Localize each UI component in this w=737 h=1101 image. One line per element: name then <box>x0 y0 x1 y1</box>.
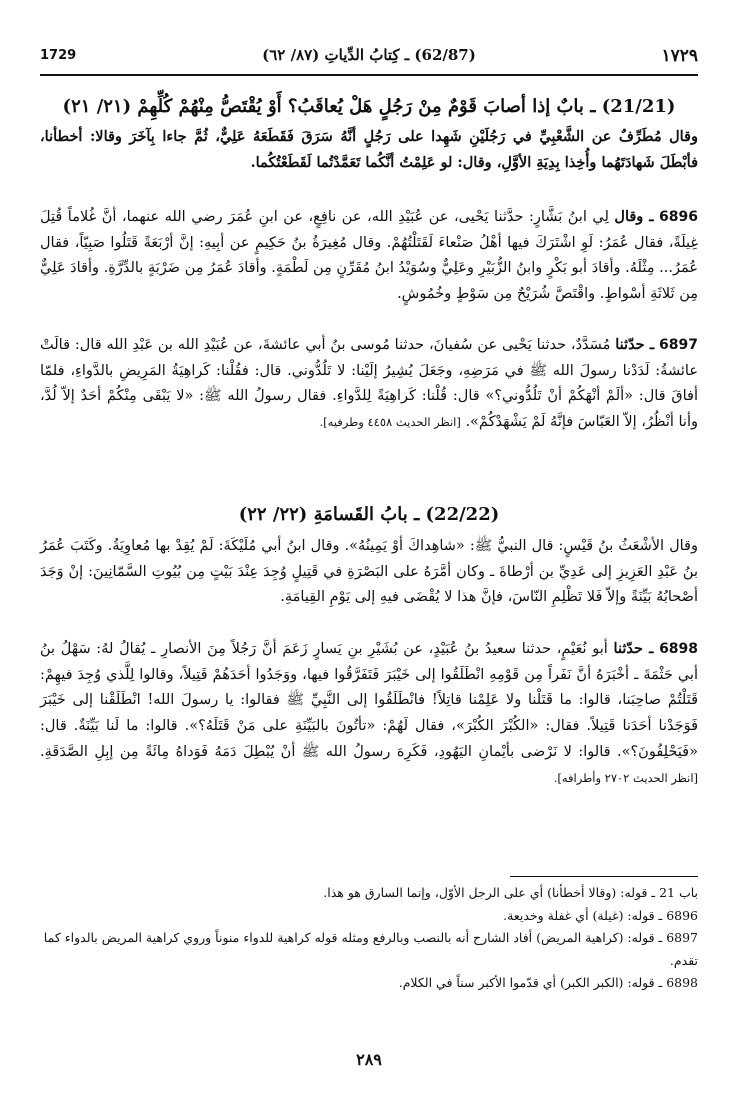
footnotes <box>40 882 698 995</box>
chapter-title-22: (22/22) ـ بابُ القَسامَةِ (٢٢/ ٢٢) <box>238 504 500 525</box>
cross-reference: [انظر الحديث ٢٧٠٢ وأطرافه]. <box>553 770 698 785</box>
running-header <box>40 44 698 76</box>
hadith-6898 <box>40 636 698 791</box>
hadith-text: لِي ابنُ بَشَّارٍ: حدَّثنا يَحْيى، عن عُبَيْدِ الله، عن نافِعٍ، عن ابنِ عُمَرَ رضي الله عنهما، أنَّ غُلاماً قُتِلَ غِيلَةً، فقال عُمَرُ: لَوِ اشْتَرَكَ فيها أهْلُ صَنْعاءَ لَقَتَلْتُهُمْ. وقال مُغِيرَةُ بنُ حَكِيمٍ عن أبِيهِ: إنَّ أرْبَعَةً قَتَلُوا صَبِيّاً، فقال عُمَرُ... مِثْلَهُ. وأقادَ أبو بَكْرٍ وابنُ الزُّبَيْرِ وعَلِيٌّ وسُوَيْدُ ابنُ مُقَرِّنٍ مِن لَطْمَةٍ. وأقادَ عُمَرُ مِن ضَرْبَةٍ بالدِّرَّةِ. وأقادَ عَلِيٌّ مِن ثَلاثَةِ أسْواطٍ. واقْتَصَّ شُرَيْحٌ مِن سَوْطٍ وخُمُوشٍ. <box>40 209 698 303</box>
footnote: 6897 ـ قوله: (كراهية المريض) أفاد الشارح أنه بالنصب وبالرفع ومثله قوله كراهية للدواء منوناً وروي كراهية المريض بالدواء كما تقدم. <box>43 930 698 968</box>
hadith-text: أبو نُعَيْمٍ، حدثنا سعيدُ بنُ عُبَيْدٍ، عن بُشَيْرِ بنِ يَسارٍ زَعَمَ أنَّ رَجُلاً مِنَ الأنصارِ ـ يُقالُ لهُ: سَهْلُ بنُ أبي حَثْمَةَ ـ أخْبَرَهُ أنَّ نَفَراً مِن قَوْمِهِ انْطَلَقُوا إلى خَيْبَرَ فَتَفَرَّقُوا فيها، ووَجَدُوا أحَدَهُمْ قَتِيلاً، وقالوا لِلَّذي وُجِدَ فيهِمْ: قَتَلْتُمْ صاحِبَنا، قالوا: ما قَتَلْنا ولا عَلِمْنا قاتِلاً! فانْطَلَقُوا إلى النَّبِيِّ ﷺ فقالوا: يا رسولَ الله! انْطَلَقْنا إلى خَيْبَرَ فَوَجَدْنا أحَدَنا قَتِيلاً. فقال: «الكُبْرَ الكُبْرَ»، فقال لَهُمْ: «تأتُونَ بالبَيِّنَةِ على مَنْ قَتَلَهُ؟». قالوا: ما لَنا بَيِّنَةٌ. قال: «فَيَحْلِفُونَ؟». قالوا: لا نَرْضى بأيْمانِ اليَهُودِ، فَكَرِهَ رسولُ الله ﷺ أنْ يُبْطِلَ دَمَهُ فَوَداهُ مِائَةً مِن إبِلِ الصَّدَقَةِ. <box>40 641 698 760</box>
document-page <box>40 32 698 1082</box>
chapter-intro-22: وقال الأشْعَثُ بنُ قَيْسٍ: قال النبيُّ ﷺ: «شاهِداكَ أوْ يَمِينُهُ». وقال ابنُ أبي مُلَيْكَةَ: لَمْ يُقِدْ بها مُعاوِيَةُ. وكَتَبَ عُمَرُ بنُ عَبْدِ العَزِيزِ إلى عَدِيِّ بن أرْطاةَ ـ وكان أمَّرَهُ على البَصْرَةِ في قَتِيلٍ وُجِدَ عِنْدَ بَيْتٍ مِن بُيُوتِ السَّمّانِينَ: إنْ وَجَدَ أصْحابُهُ بَيِّنَةً وإلاّ فَلا تَظْلِمِ النّاسَ، فإنَّ هذا لا يُقْضَى فيهِ إلى يَوْمِ القِيامَةِ. <box>40 538 698 606</box>
page-number-latin: 1729 <box>40 48 77 63</box>
hadith-6897 <box>40 332 698 436</box>
footnote: 6898 ـ قوله: (الكبر الكبر) أي قدّموا الأكبر سناً في الكلام. <box>398 975 698 990</box>
hadith-lead: ـ وقال <box>614 208 654 225</box>
cross-reference: [انظر الحديث ٤٤٥٨ وطرفيه]. <box>319 415 461 430</box>
page-number-arabic: ١٧٢٩ <box>661 46 698 66</box>
hadith-lead: ـ حدّثنا <box>613 640 654 657</box>
hadith-text: مُسَدَّدٌ، حدثنا يَحْيى عن سُفيانَ، حدثنا مُوسى بنُ أبي عائشةَ، عن عُبَيْدِ الله بن عَبْدِ الله قال: قالَتْ عائشةُ: لَدَدْنا رسولَ الله ﷺ في مَرَضِهِ، وجَعَلَ يُشِيرُ إلَيْنا: لا تَلُدُّوني. قال: فقُلْنا: كَراهِيَةُ المَرِيضِ بالدَّواءِ، فلمّا أفاقَ قال: «ألَمْ أنْهَكُمْ أنْ تَلُدُّوني؟» قال: قُلْنا: كَراهِيَةً لِلدَّواءِ. فقال رسولُ الله ﷺ: «لا يَبْقَى مِنْكُمْ أحَدٌ إلاّ لُدَّ، وأنا أنْظُرُ، إلاّ العَبّاسَ فإنَّهُ لَمْ يَشْهَدْكُمْ». <box>40 337 698 431</box>
page-number-footer: ٢٨٩ <box>356 1050 382 1069</box>
hadith-6896 <box>40 204 698 308</box>
footnote: باب 21 ـ قوله: (وقالا أخطأنا) أي على الرجل الأوّل، وإنما السارق هو هذا. <box>323 885 698 900</box>
hadith-lead: ـ حدّثنا <box>615 336 655 353</box>
footnote: 6896 ـ قوله: (غيلة) أي غفلة وخديعة. <box>503 907 698 923</box>
hadith-number: 6898 <box>659 641 699 657</box>
chapter-title-21: (21/21) ـ بابٌ إذا أصابَ قَوْمٌ مِنْ رَجُلٍ هَلْ يُعاقَبُ؟ أَوْ يُقْتَصُّ مِنْهُمْ كُلِّهِمْ (٢١/ ٢١) <box>62 96 676 117</box>
chapter-intro-21: وقال مُطَرِّفٌ عن الشَّعْبِيِّ في رَجُلَيْنِ شَهِدا على رَجُلٍ أنَّهُ سَرَقَ فَقَطَعَهُ عَلِيٌّ، ثُمَّ جاءا بِآخَرَ وقالا: أخطأنا، فأبْطَلَ شَهادَتَهُما وأُخِذا بِدِيَةِ الأوَّلِ، وقال: لو عَلِمْتُ أنَّكُما تَعَمَّدْتُما لَقَطَعْتُكُما. <box>40 128 698 171</box>
hadith-number: 6897 <box>659 337 699 353</box>
hadith-number: 6896 <box>659 209 699 225</box>
footnote-divider <box>510 876 698 877</box>
running-title: (62/87) ـ كِتابُ الدِّياتِ (٨٧/ ٦٢) <box>262 46 476 64</box>
